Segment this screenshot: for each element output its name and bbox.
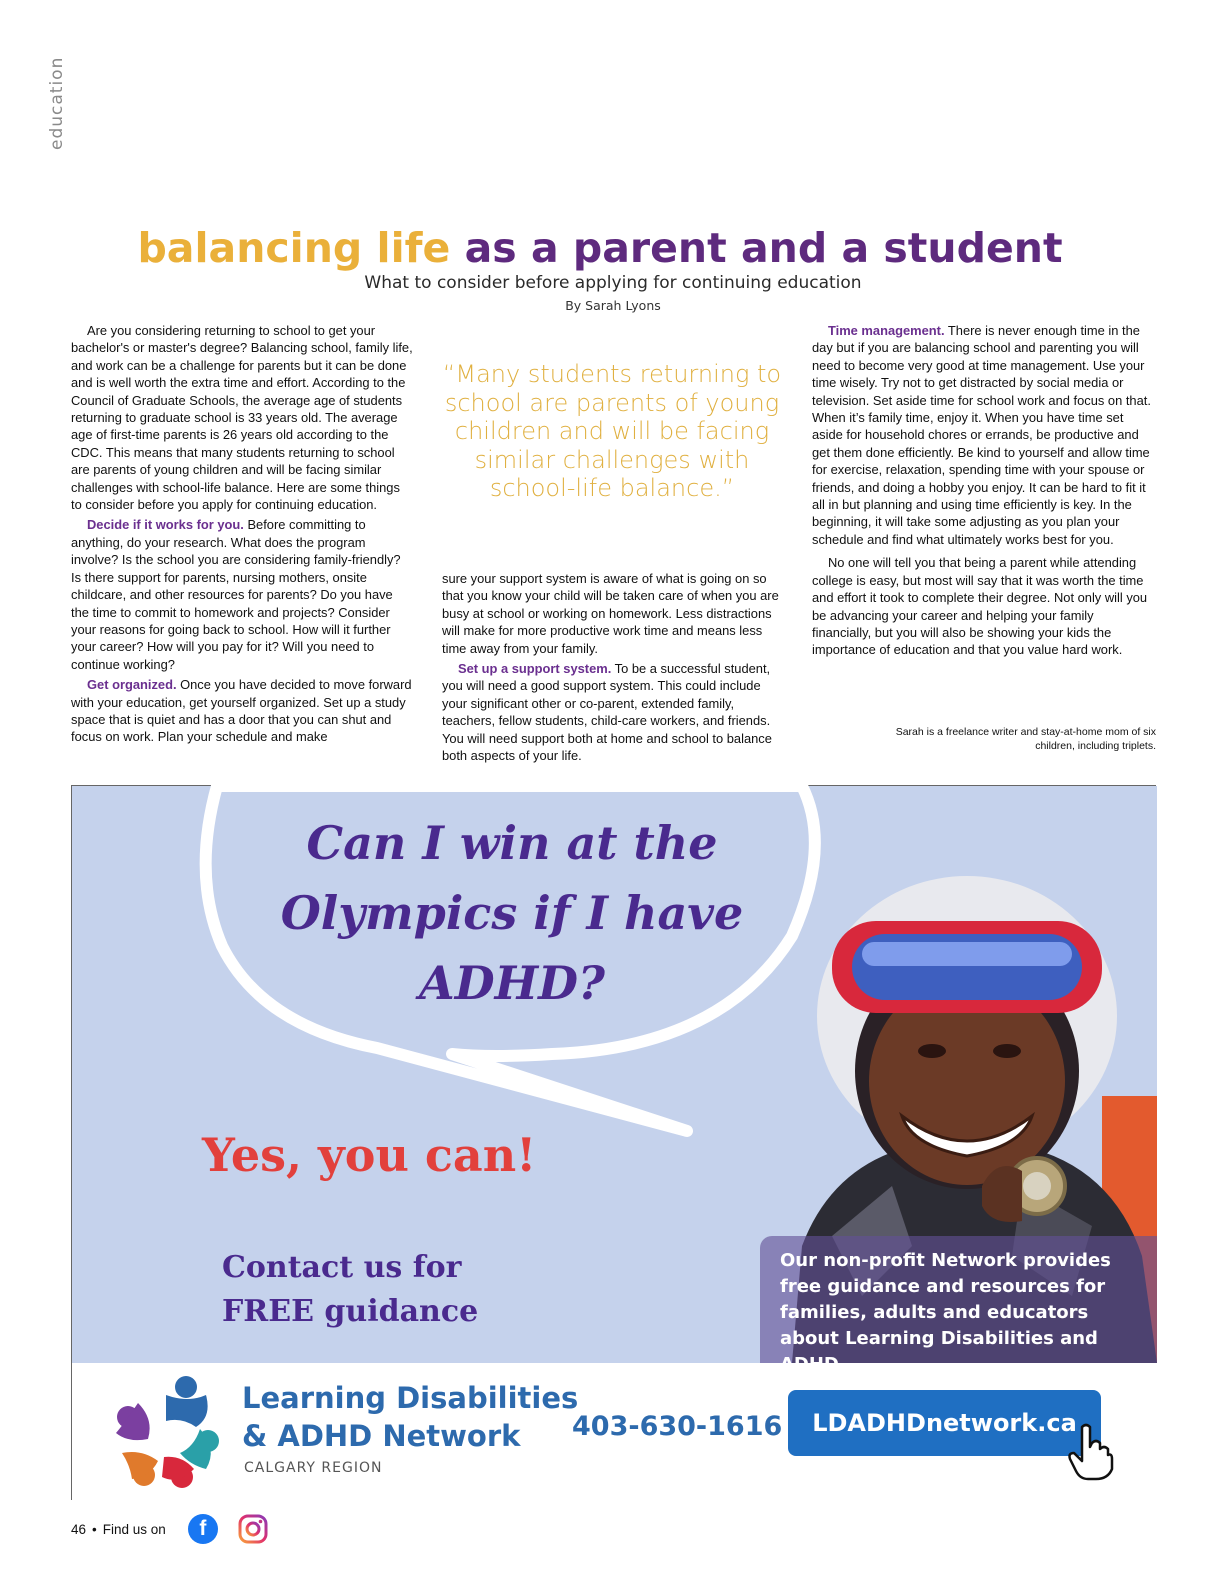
byline: By Sarah Lyons bbox=[565, 298, 661, 313]
ad-info-box: Our non-profit Network provides free guidance and resources for families, adults and educators about Learning Disabilities and bbox=[760, 1236, 1157, 1363]
network-logo-icon bbox=[108, 1373, 224, 1489]
paragraph-body: There is never enough time in the day but if you are balancing school and parenting you will need to become very good at time management. Use your time wisely. Try not to get distracted by social media or television. Set aside time for school work and focus on that. When it’s family time, enjoy it. When you have time set aside for household chores or errands, be productive and get them done efficiently. Be kind to yourself and allow time for exercise, relaxation, spending time with your spouse or friends, and doing a hobby you enjoy. It can be hard to fit it all in but planning and using time efficiently is key. In the beginning, it will take some adjusting as you plan your schedule and find what ultimately works best for you. bbox=[812, 323, 1151, 547]
website-button[interactable]: LDADHDnetwork.ca bbox=[788, 1390, 1101, 1456]
phone-number[interactable]: 403-630-1616 bbox=[572, 1411, 783, 1442]
paragraph bbox=[812, 322, 1155, 548]
paragraph-lead: Time management. bbox=[828, 323, 945, 338]
footer-bullet: • bbox=[92, 1521, 97, 1537]
page-footer bbox=[71, 1512, 268, 1546]
paragraph-body: To be a successful student, you will need a good support system. This could include your significant other or co-parent, extended family, teachers, fellow students, child-care workers, and friends. You will need support both at home and school to balance both aspects of your life. bbox=[442, 661, 772, 764]
paragraph-lead: Set up a support system. bbox=[458, 661, 612, 677]
paragraph bbox=[71, 676, 413, 746]
article-subheadline: What to consider before applying for continuing education bbox=[364, 273, 862, 293]
article-column-3 bbox=[812, 322, 1155, 662]
paragraph-lead: Decide if it works for you. bbox=[87, 517, 244, 533]
paragraph: No one will tell you that being a parent while attending college is easy, but most will say that it was worth the time and effort it took to complete their degree. Not only will you be advancing your career and helping your family financially, but you will also be showing your kids the importance of education and that you value hard work. bbox=[812, 555, 1148, 658]
find-us-label: Find us on bbox=[102, 1521, 166, 1537]
article-column-1 bbox=[71, 322, 413, 749]
headline-rest: as a parent and a student bbox=[464, 224, 1063, 272]
article-column-2 bbox=[442, 570, 784, 767]
ad-contact-callout bbox=[222, 1246, 522, 1334]
section-label: education bbox=[47, 56, 67, 150]
instagram-icon[interactable] bbox=[238, 1514, 268, 1544]
paragraph: Are you considering returning to school to get your bachelor's or master's degree? Balancing school, family life, and work can be a challenge for parents but it can be done and is well worth the extra time and effort. According to the Council of Graduate Schools, the average age of students returning to graduate school is 33 years old. The average age of first-time parents is 26 years old according to the CDC. This means that many students returning to school are parents of young children and will be facing similar challenges with school-life balance. Here are some things to consider before you apply for continuing education. bbox=[71, 323, 413, 513]
paragraph: sure your support system is aware of what is going on so that you know your child will be taken care of when you are busy at school or working on homework. Less distractions will make for more productive work time and means less time away from your family. bbox=[442, 571, 779, 656]
paragraph-lead: Get organized. bbox=[87, 677, 177, 693]
org-name-line: Learning Disabilities bbox=[242, 1381, 579, 1415]
paragraph-body: Before committing to anything, do your research. What does the program involve? Is the school you are considering family-friendly? Is there support for parents, nursing mothers, onsite childcare, and other resources for parents? Do you have the time to commit to homework and projects? Consider your reasons for going back to school. How will it further your career? How will you pay for it? Will you need to continue working? bbox=[71, 517, 401, 672]
organization-name bbox=[242, 1379, 578, 1455]
page-number: 46 bbox=[71, 1521, 87, 1537]
paragraph bbox=[71, 516, 413, 673]
ad-footer bbox=[72, 1363, 1157, 1501]
ad-answer: Yes, you can! bbox=[202, 1128, 537, 1182]
ad-hero bbox=[72, 786, 1157, 1363]
headline-accent: balancing life bbox=[137, 224, 451, 272]
advertisement[interactable] bbox=[71, 785, 1156, 1500]
contact-line: FREE guidance bbox=[222, 1294, 479, 1329]
facebook-icon[interactable]: f bbox=[188, 1514, 218, 1544]
organization-region: CALGARY REGION bbox=[244, 1460, 383, 1476]
author-bio: Sarah is a freelance writer and stay-at-home mom of six children, including triplets. bbox=[895, 726, 1156, 752]
hand-cursor-icon bbox=[1068, 1423, 1114, 1479]
bubble-question: Can I win at the Olympics if I have ADHD? bbox=[280, 816, 744, 1010]
article-headline bbox=[0, 222, 1200, 274]
pull-quote: “Many students returning to school are parents of young children and will be facing similar challenges with school-life balance.” bbox=[442, 360, 782, 502]
org-name-line: & ADHD Network bbox=[242, 1419, 521, 1453]
paragraph-body: Once you have decided to move forward with your education, get yourself organized. Set up a study space that is quiet and has a door that you can shut and focus on work. Plan your schedule and make bbox=[71, 677, 412, 745]
contact-line: Contact us for bbox=[222, 1250, 462, 1285]
paragraph bbox=[442, 660, 784, 764]
